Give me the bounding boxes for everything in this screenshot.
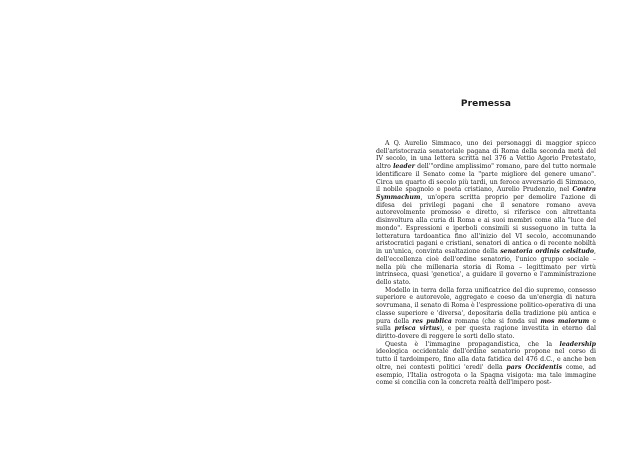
emphasis-term: Contra Symmachum — [376, 186, 596, 202]
text-run: come, ad esempio, l'Italia ostrogota o la Spagna visigota: ma tale immagine come si concilia con la concreta realtà dell'impero post- — [376, 363, 596, 387]
text-run: , un'opera scritta proprio per demolire l'azione di difesa dei privilegi pagani che il senatore romano aveva autorevolmente promosso e diretto, si riferisce con altrettanta disinvoltura alla curia di Roma e ai suoi membri come alla "luce del mondo". Espressioni e iperboli consimili si susseguono in tutta la letteratura tardoantica fino all'inizio del VI secolo, accomunando aristocratici pagani e cristiani, senatori di antica o di recente nobiltà in un'unica, convinta esaltazione della — [376, 194, 596, 256]
text-run: , dell'eccellenza cioè dell'ordine senatorio, l'unico gruppo sociale – nella più che millenaria storia di Roma – legittimato per virtù intrinseca, quasi 'genetica', a guidare il governo e l'amministrazione dello stato. — [376, 248, 596, 286]
text-run: A Q. Aurelio Simmaco, uno dei personaggi di maggior spicco dell'aristocrazia senatoriale pagana di Roma della seconda metà del IV secolo, in una lettera scritta nel 376 a Vettio Agorio Pretestato, altro — [376, 140, 596, 171]
body-text — [376, 140, 596, 387]
emphasis-term: senatoria ordinis celsitudo — [500, 248, 595, 256]
text-run: Questa è l'immagine propagandistica, che la — [385, 340, 560, 348]
text-run: ), e per questa ragione investita in eterno dal diritto-dovere di reggere le sorti dello stato. — [376, 325, 596, 340]
text-run: romana (che si fonda sul — [451, 317, 541, 325]
emphasis-term: res publica — [412, 317, 452, 325]
text-run: ideologica occidentale dell'ordine senatorio propone nel corso di tutto il tardoimpero, fino alla data fatidica del 476 d.C., e anche ben oltre, nei contesti politici 'eredi' della — [376, 348, 596, 371]
emphasis-term: mos maiorum — [540, 317, 590, 325]
text-run: dell'"ordine amplissimo" romano, pare del tutto normale identificare il Senato come la "parte migliore del genere umano". Circa un quarto di secolo più tardi, un feroce avversario di Simmaco, il nobile spagnolo e poeta cristiano, Aurelio Prudenzio, nel — [376, 163, 596, 194]
paragraph-2 — [376, 287, 596, 341]
emphasis-term: pars Occidentis — [506, 363, 563, 371]
paragraph-3 — [376, 341, 596, 387]
text-run: e sulla — [376, 317, 597, 333]
emphasis-term: leader — [393, 163, 415, 171]
page-title: Premessa — [460, 99, 512, 109]
paragraph-1 — [376, 140, 596, 287]
text-run: Modello in terra della forza unificatrice del dio supremo, consesso superiore e autorevole, aggregato e coeso da un'energia di natura sovrumana, il senato di Roma è l'espressione politico-operativa di una classe superiore e 'diversa', depositaria della tradizione più antica e pura della — [376, 286, 596, 325]
emphasis-term: prisca virtus — [394, 325, 440, 333]
emphasis-term: leadership — [559, 340, 596, 348]
